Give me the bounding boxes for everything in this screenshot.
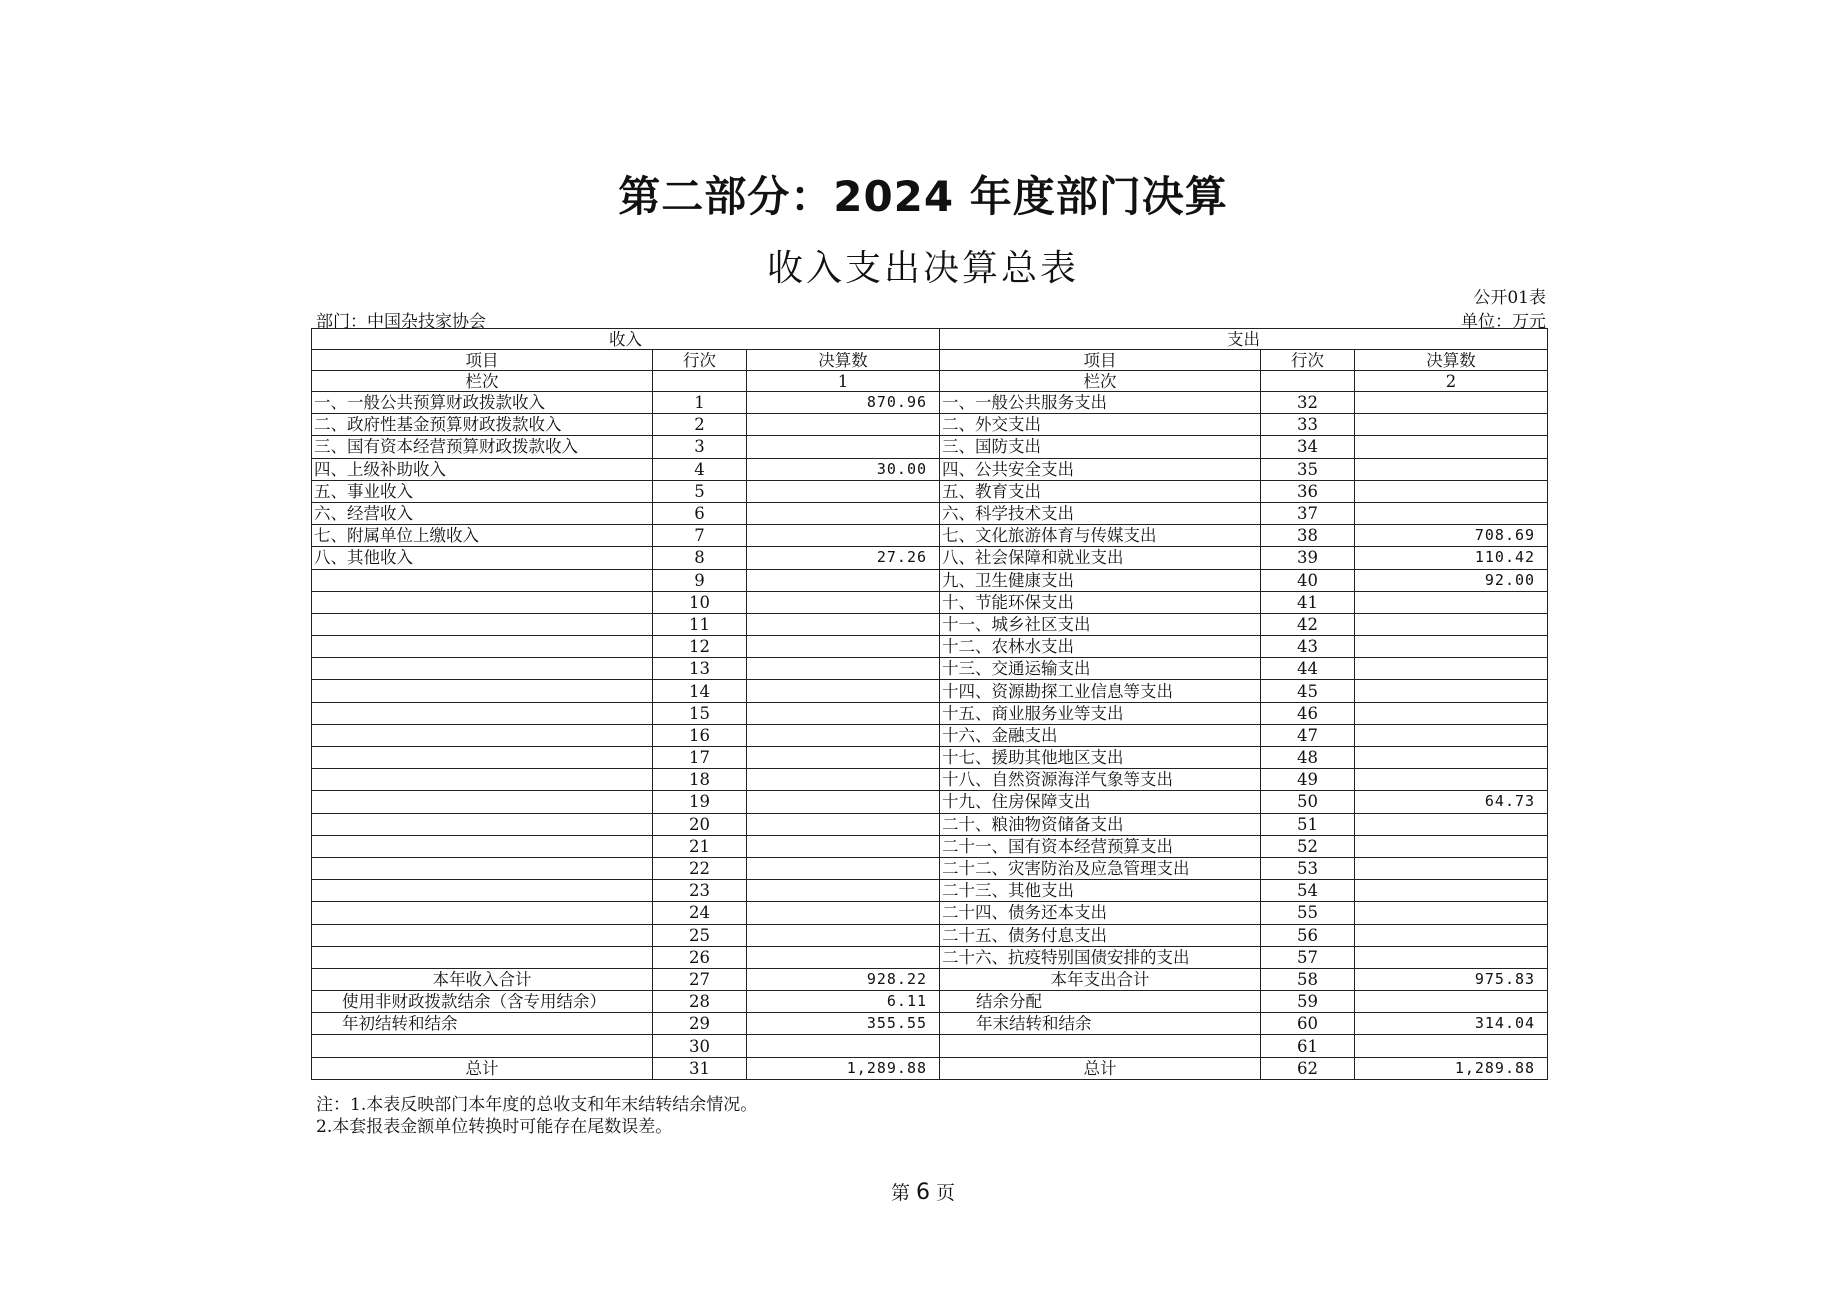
column-index-row <box>312 371 1548 392</box>
income-row-no-cell: 12 <box>653 636 747 658</box>
income-amount-cell <box>747 569 940 591</box>
form-number: 公开01表 <box>1473 288 1546 308</box>
income-item-cell <box>312 680 653 702</box>
income-row-no-cell: 9 <box>653 569 747 591</box>
expense-amount-cell: 708.69 <box>1355 525 1548 547</box>
income-column-label: 栏次 <box>312 371 653 392</box>
income-amount-cell <box>747 480 940 502</box>
table-row <box>312 613 1548 635</box>
income-item-cell <box>312 769 653 791</box>
income-summary-item-cell: 年初结转和结余 <box>312 1013 653 1035</box>
expense-amount-header: 决算数 <box>1355 350 1548 371</box>
expense-row-no-cell: 56 <box>1261 924 1355 946</box>
expense-row-no-cell: 51 <box>1261 813 1355 835</box>
table-row <box>312 547 1548 569</box>
budget-summary-table <box>311 328 1548 1080</box>
expense-amount-cell <box>1355 658 1548 680</box>
expense-amount-cell: 92.00 <box>1355 569 1548 591</box>
income-amount-cell <box>747 658 940 680</box>
income-row-no-cell: 26 <box>653 946 747 968</box>
expense-summary-item-cell: 总计 <box>940 1057 1261 1079</box>
income-amount-cell <box>747 702 940 724</box>
expense-amount-cell: 975.83 <box>1355 968 1548 990</box>
expense-item-cell: 八、社会保障和就业支出 <box>940 547 1261 569</box>
expense-item-header: 项目 <box>940 350 1261 371</box>
income-row-no-cell: 3 <box>653 436 747 458</box>
income-amount-cell <box>747 857 940 879</box>
income-item-cell <box>312 835 653 857</box>
expense-row-no-cell: 46 <box>1261 702 1355 724</box>
income-item-cell <box>312 591 653 613</box>
expense-summary-item-cell <box>940 1035 1261 1057</box>
expense-item-cell: 十、节能环保支出 <box>940 591 1261 613</box>
income-amount-cell <box>747 924 940 946</box>
income-amount-cell: 1,289.88 <box>747 1057 940 1079</box>
expense-row-no-header: 行次 <box>1261 350 1355 371</box>
page-number-value: 6 <box>916 1180 930 1205</box>
income-item-cell <box>312 880 653 902</box>
note-2: 2.本套报表金额单位转换时可能存在尾数误差。 <box>316 1117 673 1137</box>
expense-amount-cell <box>1355 857 1548 879</box>
column-header-row <box>312 350 1548 371</box>
expense-amount-cell <box>1355 636 1548 658</box>
table-row <box>312 880 1548 902</box>
expense-amount-cell: 64.73 <box>1355 791 1548 813</box>
income-column-index: 1 <box>747 371 940 392</box>
income-item-cell: 四、上级补助收入 <box>312 458 653 480</box>
income-row-no-cell: 13 <box>653 658 747 680</box>
income-amount-cell <box>747 636 940 658</box>
income-row-no-cell: 1 <box>653 392 747 414</box>
income-row-no-cell: 21 <box>653 835 747 857</box>
expense-item-cell: 三、国防支出 <box>940 436 1261 458</box>
income-summary-item-cell <box>312 1035 653 1057</box>
expense-row-no-cell: 43 <box>1261 636 1355 658</box>
income-row-no-cell: 8 <box>653 547 747 569</box>
income-item-cell <box>312 747 653 769</box>
income-amount-cell <box>747 946 940 968</box>
table-row <box>312 458 1548 480</box>
income-item-cell <box>312 636 653 658</box>
expense-amount-cell <box>1355 613 1548 635</box>
table-row <box>312 480 1548 502</box>
expense-row-no-cell: 44 <box>1261 658 1355 680</box>
expense-item-cell: 十五、商业服务业等支出 <box>940 702 1261 724</box>
income-row-no-cell: 10 <box>653 591 747 613</box>
empty-cell <box>1261 371 1355 392</box>
expense-amount-cell <box>1355 747 1548 769</box>
expense-summary-item-cell: 年末结转和结余 <box>940 1013 1261 1035</box>
income-amount-cell <box>747 680 940 702</box>
expense-amount-cell <box>1355 680 1548 702</box>
income-row-no-cell: 28 <box>653 991 747 1013</box>
expense-amount-cell <box>1355 591 1548 613</box>
expense-row-no-cell: 62 <box>1261 1057 1355 1079</box>
expense-amount-cell <box>1355 480 1548 502</box>
expense-row-no-cell: 39 <box>1261 547 1355 569</box>
income-row-no-cell: 6 <box>653 502 747 524</box>
expense-item-cell: 二、外交支出 <box>940 414 1261 436</box>
expense-amount-cell: 110.42 <box>1355 547 1548 569</box>
expense-amount-cell <box>1355 946 1548 968</box>
income-item-cell: 五、事业收入 <box>312 480 653 502</box>
income-item-cell <box>312 813 653 835</box>
income-row-no-cell: 5 <box>653 480 747 502</box>
income-amount-cell <box>747 613 940 635</box>
expense-amount-cell <box>1355 502 1548 524</box>
expense-amount-cell <box>1355 835 1548 857</box>
expense-row-no-cell: 57 <box>1261 946 1355 968</box>
summary-row <box>312 968 1548 990</box>
income-amount-cell <box>747 813 940 835</box>
income-row-no-cell: 22 <box>653 857 747 879</box>
expense-row-no-cell: 55 <box>1261 902 1355 924</box>
expense-row-no-cell: 36 <box>1261 480 1355 502</box>
expense-row-no-cell: 53 <box>1261 857 1355 879</box>
expense-row-no-cell: 48 <box>1261 747 1355 769</box>
income-row-no-cell: 16 <box>653 724 747 746</box>
expense-row-no-cell: 32 <box>1261 392 1355 414</box>
table-row <box>312 857 1548 879</box>
table-row <box>312 747 1548 769</box>
summary-row <box>312 1057 1548 1079</box>
section-header-row <box>312 329 1548 350</box>
expense-row-no-cell: 42 <box>1261 613 1355 635</box>
income-row-no-cell: 20 <box>653 813 747 835</box>
expense-row-no-cell: 52 <box>1261 835 1355 857</box>
income-item-cell <box>312 902 653 924</box>
expense-amount-cell <box>1355 902 1548 924</box>
expense-item-cell: 五、教育支出 <box>940 480 1261 502</box>
expense-item-cell: 十一、城乡社区支出 <box>940 613 1261 635</box>
income-row-no-cell: 24 <box>653 902 747 924</box>
note-1: 注：1.本表反映部门本年度的总收支和年末结转结余情况。 <box>316 1095 758 1115</box>
income-amount-cell <box>747 724 940 746</box>
income-item-cell <box>312 569 653 591</box>
income-row-no-cell: 29 <box>653 1013 747 1035</box>
table-row <box>312 769 1548 791</box>
expense-item-cell: 十三、交通运输支出 <box>940 658 1261 680</box>
expense-item-cell: 二十五、债务付息支出 <box>940 924 1261 946</box>
expense-item-cell: 十六、金融支出 <box>940 724 1261 746</box>
expense-row-no-cell: 60 <box>1261 1013 1355 1035</box>
income-summary-item-cell: 总计 <box>312 1057 653 1079</box>
income-item-cell <box>312 658 653 680</box>
expense-item-cell: 二十四、债务还本支出 <box>940 902 1261 924</box>
expense-row-no-cell: 33 <box>1261 414 1355 436</box>
expense-row-no-cell: 34 <box>1261 436 1355 458</box>
expense-item-cell: 九、卫生健康支出 <box>940 569 1261 591</box>
expense-amount-cell <box>1355 458 1548 480</box>
income-item-cell <box>312 724 653 746</box>
expense-amount-cell: 314.04 <box>1355 1013 1548 1035</box>
table-title: 收入支出决算总表 <box>766 248 1079 289</box>
income-row-no-cell: 27 <box>653 968 747 990</box>
income-amount-cell <box>747 1035 940 1057</box>
notes <box>316 1094 757 1138</box>
income-amount-cell: 27.26 <box>747 547 940 569</box>
income-row-no-cell: 18 <box>653 769 747 791</box>
expense-amount-cell <box>1355 769 1548 791</box>
expense-row-no-cell: 54 <box>1261 880 1355 902</box>
expense-amount-cell <box>1355 813 1548 835</box>
expense-summary-item-cell: 结余分配 <box>940 991 1261 1013</box>
page-prefix: 第 <box>890 1182 910 1204</box>
income-amount-cell <box>747 414 940 436</box>
expense-column-label: 栏次 <box>940 371 1261 392</box>
expense-row-no-cell: 37 <box>1261 502 1355 524</box>
income-row-no-cell: 19 <box>653 791 747 813</box>
income-amount-cell <box>747 880 940 902</box>
table-row <box>312 591 1548 613</box>
expense-amount-cell <box>1355 924 1548 946</box>
page-suffix: 页 <box>936 1182 956 1204</box>
page-number <box>0 1178 1846 1205</box>
table-row <box>312 636 1548 658</box>
expense-summary-item-cell: 本年支出合计 <box>940 968 1261 990</box>
unit-label: 单位：万元 <box>1461 312 1546 332</box>
income-row-no-cell: 25 <box>653 924 747 946</box>
income-amount-cell <box>747 591 940 613</box>
income-item-cell <box>312 791 653 813</box>
table-row <box>312 946 1548 968</box>
expense-section-header: 支出 <box>940 329 1548 350</box>
income-item-cell <box>312 613 653 635</box>
expense-amount-cell <box>1355 702 1548 724</box>
income-amount-cell <box>747 835 940 857</box>
income-summary-item-cell: 本年收入合计 <box>312 968 653 990</box>
income-amount-cell: 870.96 <box>747 392 940 414</box>
page-title: 第二部分：2024 年度部门决算 <box>618 172 1228 221</box>
summary-row <box>312 1035 1548 1057</box>
expense-item-cell: 十八、自然资源海洋气象等支出 <box>940 769 1261 791</box>
income-item-cell: 一、一般公共预算财政拨款收入 <box>312 392 653 414</box>
income-item-cell: 二、政府性基金预算财政拨款收入 <box>312 414 653 436</box>
income-row-no-cell: 31 <box>653 1057 747 1079</box>
table-row <box>312 702 1548 724</box>
income-item-cell: 三、国有资本经营预算财政拨款收入 <box>312 436 653 458</box>
income-row-no-cell: 30 <box>653 1035 747 1057</box>
income-item-cell: 八、其他收入 <box>312 547 653 569</box>
income-section-header: 收入 <box>312 329 940 350</box>
expense-row-no-cell: 35 <box>1261 458 1355 480</box>
table-row <box>312 924 1548 946</box>
income-row-no-cell: 2 <box>653 414 747 436</box>
expense-amount-cell: 1,289.88 <box>1355 1057 1548 1079</box>
income-item-cell <box>312 857 653 879</box>
income-amount-cell: 30.00 <box>747 458 940 480</box>
expense-item-cell: 四、公共安全支出 <box>940 458 1261 480</box>
income-item-cell: 六、经营收入 <box>312 502 653 524</box>
income-item-cell <box>312 946 653 968</box>
expense-item-cell: 一、一般公共服务支出 <box>940 392 1261 414</box>
table-row <box>312 680 1548 702</box>
income-amount-cell: 355.55 <box>747 1013 940 1035</box>
income-item-header: 项目 <box>312 350 653 371</box>
expense-amount-cell <box>1355 436 1548 458</box>
income-summary-item-cell: 使用非财政拨款结余（含专用结余） <box>312 991 653 1013</box>
expense-row-no-cell: 38 <box>1261 525 1355 547</box>
expense-row-no-cell: 61 <box>1261 1035 1355 1057</box>
expense-item-cell: 十七、援助其他地区支出 <box>940 747 1261 769</box>
expense-item-cell: 十九、住房保障支出 <box>940 791 1261 813</box>
income-amount-cell <box>747 502 940 524</box>
income-amount-cell: 6.11 <box>747 991 940 1013</box>
table-row <box>312 813 1548 835</box>
expense-item-cell: 二十、粮油物资储备支出 <box>940 813 1261 835</box>
expense-item-cell: 二十六、抗疫特别国债安排的支出 <box>940 946 1261 968</box>
expense-item-cell: 七、文化旅游体育与传媒支出 <box>940 525 1261 547</box>
income-row-no-cell: 17 <box>653 747 747 769</box>
expense-row-no-cell: 58 <box>1261 968 1355 990</box>
expense-item-cell: 十四、资源勘探工业信息等支出 <box>940 680 1261 702</box>
expense-amount-cell <box>1355 991 1548 1013</box>
table-row <box>312 502 1548 524</box>
table-row <box>312 392 1548 414</box>
expense-amount-cell <box>1355 1035 1548 1057</box>
expense-row-no-cell: 59 <box>1261 991 1355 1013</box>
expense-row-no-cell: 49 <box>1261 769 1355 791</box>
expense-amount-cell <box>1355 414 1548 436</box>
income-row-no-cell: 7 <box>653 525 747 547</box>
summary-row <box>312 1013 1548 1035</box>
income-item-cell: 七、附属单位上缴收入 <box>312 525 653 547</box>
income-amount-cell <box>747 791 940 813</box>
expense-row-no-cell: 45 <box>1261 680 1355 702</box>
table-row <box>312 902 1548 924</box>
empty-cell <box>653 371 747 392</box>
expense-row-no-cell: 41 <box>1261 591 1355 613</box>
income-amount-cell <box>747 436 940 458</box>
expense-amount-cell <box>1355 392 1548 414</box>
expense-item-cell: 十二、农林水支出 <box>940 636 1261 658</box>
expense-row-no-cell: 47 <box>1261 724 1355 746</box>
income-row-no-cell: 4 <box>653 458 747 480</box>
table-row <box>312 724 1548 746</box>
expense-item-cell: 二十一、国有资本经营预算支出 <box>940 835 1261 857</box>
summary-row <box>312 991 1548 1013</box>
expense-row-no-cell: 40 <box>1261 569 1355 591</box>
expense-column-index: 2 <box>1355 371 1548 392</box>
table-row <box>312 525 1548 547</box>
income-row-no-cell: 14 <box>653 680 747 702</box>
expense-amount-cell <box>1355 880 1548 902</box>
expense-item-cell: 二十二、灾害防治及应急管理支出 <box>940 857 1261 879</box>
income-item-cell <box>312 702 653 724</box>
income-amount-cell <box>747 769 940 791</box>
expense-item-cell: 六、科学技术支出 <box>940 502 1261 524</box>
income-amount-header: 决算数 <box>747 350 940 371</box>
department-label: 部门：中国杂技家协会 <box>316 312 486 332</box>
income-row-no-header: 行次 <box>653 350 747 371</box>
expense-item-cell: 二十三、其他支出 <box>940 880 1261 902</box>
table-row <box>312 436 1548 458</box>
table-row <box>312 658 1548 680</box>
income-amount-cell <box>747 525 940 547</box>
table-row <box>312 835 1548 857</box>
expense-row-no-cell: 50 <box>1261 791 1355 813</box>
income-amount-cell <box>747 747 940 769</box>
income-row-no-cell: 23 <box>653 880 747 902</box>
income-amount-cell <box>747 902 940 924</box>
table-row <box>312 414 1548 436</box>
table-row <box>312 569 1548 591</box>
income-row-no-cell: 11 <box>653 613 747 635</box>
table-row <box>312 791 1548 813</box>
expense-amount-cell <box>1355 724 1548 746</box>
income-row-no-cell: 15 <box>653 702 747 724</box>
income-item-cell <box>312 924 653 946</box>
income-amount-cell: 928.22 <box>747 968 940 990</box>
